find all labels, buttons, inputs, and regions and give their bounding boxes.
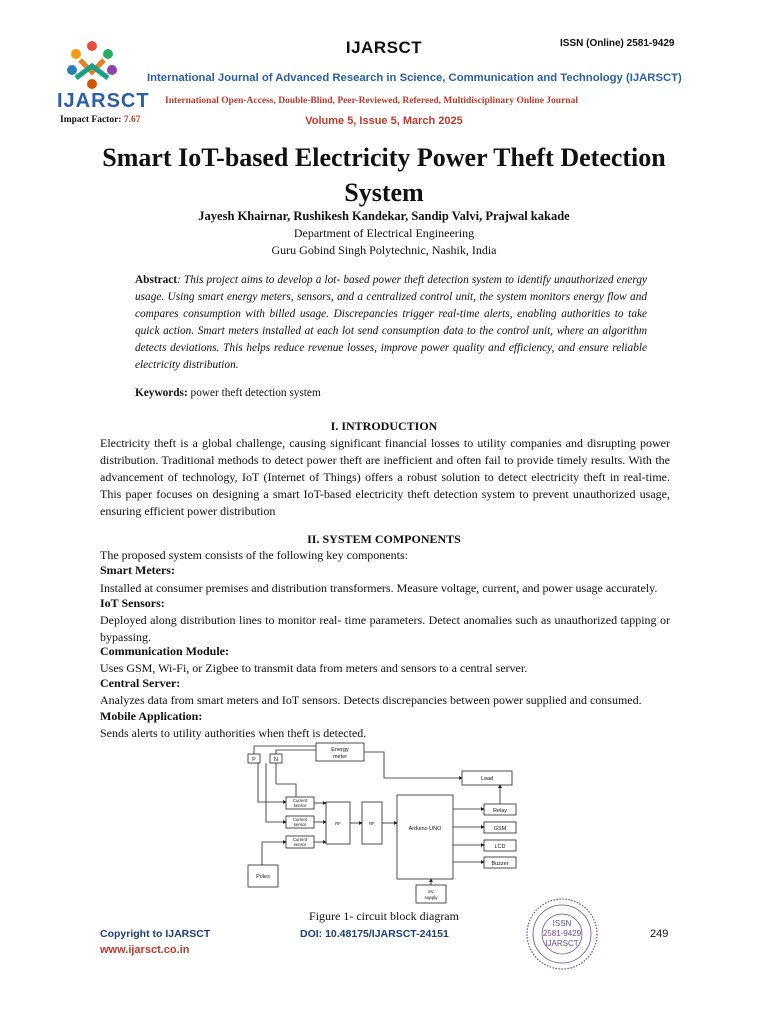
component-name: Central Server: bbox=[100, 676, 181, 690]
footer-copyright: Copyright to IJARSCT bbox=[100, 928, 211, 940]
component-desc: Sends alerts to utility authorities when theft is detected. bbox=[100, 726, 367, 740]
keywords-label: Keywords: bbox=[135, 387, 188, 399]
diagram-label: Relay bbox=[492, 808, 508, 814]
component-desc: Analyzes data from smart meters and IoT sensors. Detects discrepancies between power supplied and consumed. bbox=[100, 693, 642, 707]
journal-subtitle: International Open-Access, Double-Blind, Peer-Reviewed, Refereed, Multidisciplinary Online Journal bbox=[165, 96, 578, 106]
wire bbox=[364, 752, 462, 778]
impact-label: Impact Factor: bbox=[60, 115, 124, 125]
issn-online: ISSN (Online) 2581-9429 bbox=[560, 38, 675, 49]
component-name: Communication Module: bbox=[100, 644, 229, 658]
diagram-label: LCD bbox=[494, 844, 506, 850]
stamp-line3: IJARSCT bbox=[545, 939, 579, 948]
stamp-line1: ISSN bbox=[552, 919, 572, 928]
intro-body: Electricity theft is a global challenge, causing significant financial losses to utility companies and disrupting power distribution. Traditional methods to detect power theft are inefficient and often fail to provide timely results. With the advancement of technology, IoT (Internet of Things) offers a robust solution to detect electricity theft in real-time. This paper focuses on designing a smart IoT-based electricity theft detection system to prevent unauthorized usage, ensuring efficient power distribution bbox=[100, 436, 670, 518]
circuit-block-diagram bbox=[244, 740, 520, 905]
components-intro: The proposed system consists of the following key components: bbox=[100, 548, 408, 562]
wire bbox=[276, 750, 316, 754]
abstract bbox=[135, 272, 647, 374]
issn-stamp bbox=[524, 896, 600, 972]
diagram-label: Buzzer bbox=[491, 861, 509, 867]
logo-wordmark: IJARSCT bbox=[57, 90, 150, 112]
diagram-label: P bbox=[252, 757, 256, 763]
keywords bbox=[135, 387, 321, 399]
stamp-line2: 2581-9429 bbox=[542, 929, 582, 938]
components-heading: II. SYSTEM COMPONENTS bbox=[307, 532, 461, 546]
component-desc: Installed at consumer premises and distribution transformers. Measure voltage, current, and power usage accurately. bbox=[100, 581, 658, 595]
diagram-label: Current bbox=[293, 817, 307, 822]
diagram-label: 5V bbox=[428, 889, 434, 894]
diagram-label: sensor bbox=[293, 803, 307, 808]
diagram-label: sensor bbox=[293, 842, 307, 847]
diagram-label: Arduino UNO bbox=[408, 826, 442, 832]
wire bbox=[262, 842, 286, 865]
keywords-text: power theft detection system bbox=[187, 387, 321, 399]
diagram-label: Current bbox=[293, 837, 307, 842]
diagram-label: Poles bbox=[256, 874, 270, 880]
abstract-text: : This project aims to develop a lot- based power theft detection system to identify unauthorized energy usage. Using smart energy meters, sensors, and a centralized control unit, the system monitors energy flow and compares consumption with billed usage. Discrepancies trigger real-time alerts, enabling authorities to take quick action. Smart meters installed at each lot send consumption data to the control unit, where an algorithm detects deviations. This helps reduce revenue losses, improve power quality and efficiency, and ensure reliable electricity distribution. bbox=[135, 274, 647, 371]
footer-doi[interactable]: DOI: 10.48175/IJARSCT-24151 bbox=[300, 928, 449, 940]
diagram-label: Energy bbox=[331, 747, 349, 753]
diagram-label: Load bbox=[480, 776, 494, 782]
diagram-label: meter bbox=[332, 754, 348, 760]
figure-caption: Figure 1- circuit block diagram bbox=[309, 909, 459, 923]
diagram-label: RF bbox=[335, 821, 341, 826]
diagram-label: N bbox=[274, 757, 278, 763]
diagram-label: supply bbox=[424, 895, 438, 900]
component-desc: Deployed along distribution lines to monitor real- time parameters. Detect anomalies such as unauthorized tapping or bypassing. bbox=[100, 613, 670, 644]
department: Department of Electrical Engineering bbox=[293, 226, 475, 240]
diagram-label: RF bbox=[369, 821, 375, 826]
institution: Guru Gobind Singh Polytechnic, Nashik, India bbox=[271, 243, 497, 257]
wire bbox=[276, 763, 296, 797]
diagram-label: GSM bbox=[493, 826, 507, 832]
journal-short-name: IJARSCT bbox=[345, 38, 423, 57]
volume-issue: Volume 5, Issue 5, March 2025 bbox=[305, 115, 463, 127]
supply-box bbox=[416, 885, 446, 903]
abstract-label: Abstract bbox=[135, 274, 178, 286]
intro-heading: I. INTRODUCTION bbox=[330, 419, 438, 433]
authors: Jayesh Khairnar, Rushikesh Kandekar, Sandip Valvi, Prajwal kakade bbox=[198, 209, 570, 223]
page-number: 249 bbox=[650, 928, 669, 940]
arduino-box bbox=[397, 795, 453, 879]
component-name: IoT Sensors: bbox=[100, 596, 165, 610]
impact-value: 7.67 bbox=[123, 115, 141, 125]
wire bbox=[258, 763, 286, 802]
diagram-label: sensor bbox=[293, 822, 307, 827]
component-name: Smart Meters: bbox=[100, 563, 175, 577]
paper-title: Smart IoT-based Electricity Power Theft Detection System bbox=[102, 143, 666, 207]
component-desc: Uses GSM, Wi-Fi, or Zigbee to transmit data from meters and sensors to a central server. bbox=[100, 661, 528, 675]
footer-url[interactable]: www.ijarsct.co.in bbox=[100, 944, 190, 956]
journal-full-name: International Journal of Advanced Research in Science, Communication and Technology (IJARSCT) bbox=[147, 72, 682, 84]
component-name: Mobile Application: bbox=[100, 709, 203, 723]
diagram-label: Current bbox=[293, 798, 307, 803]
